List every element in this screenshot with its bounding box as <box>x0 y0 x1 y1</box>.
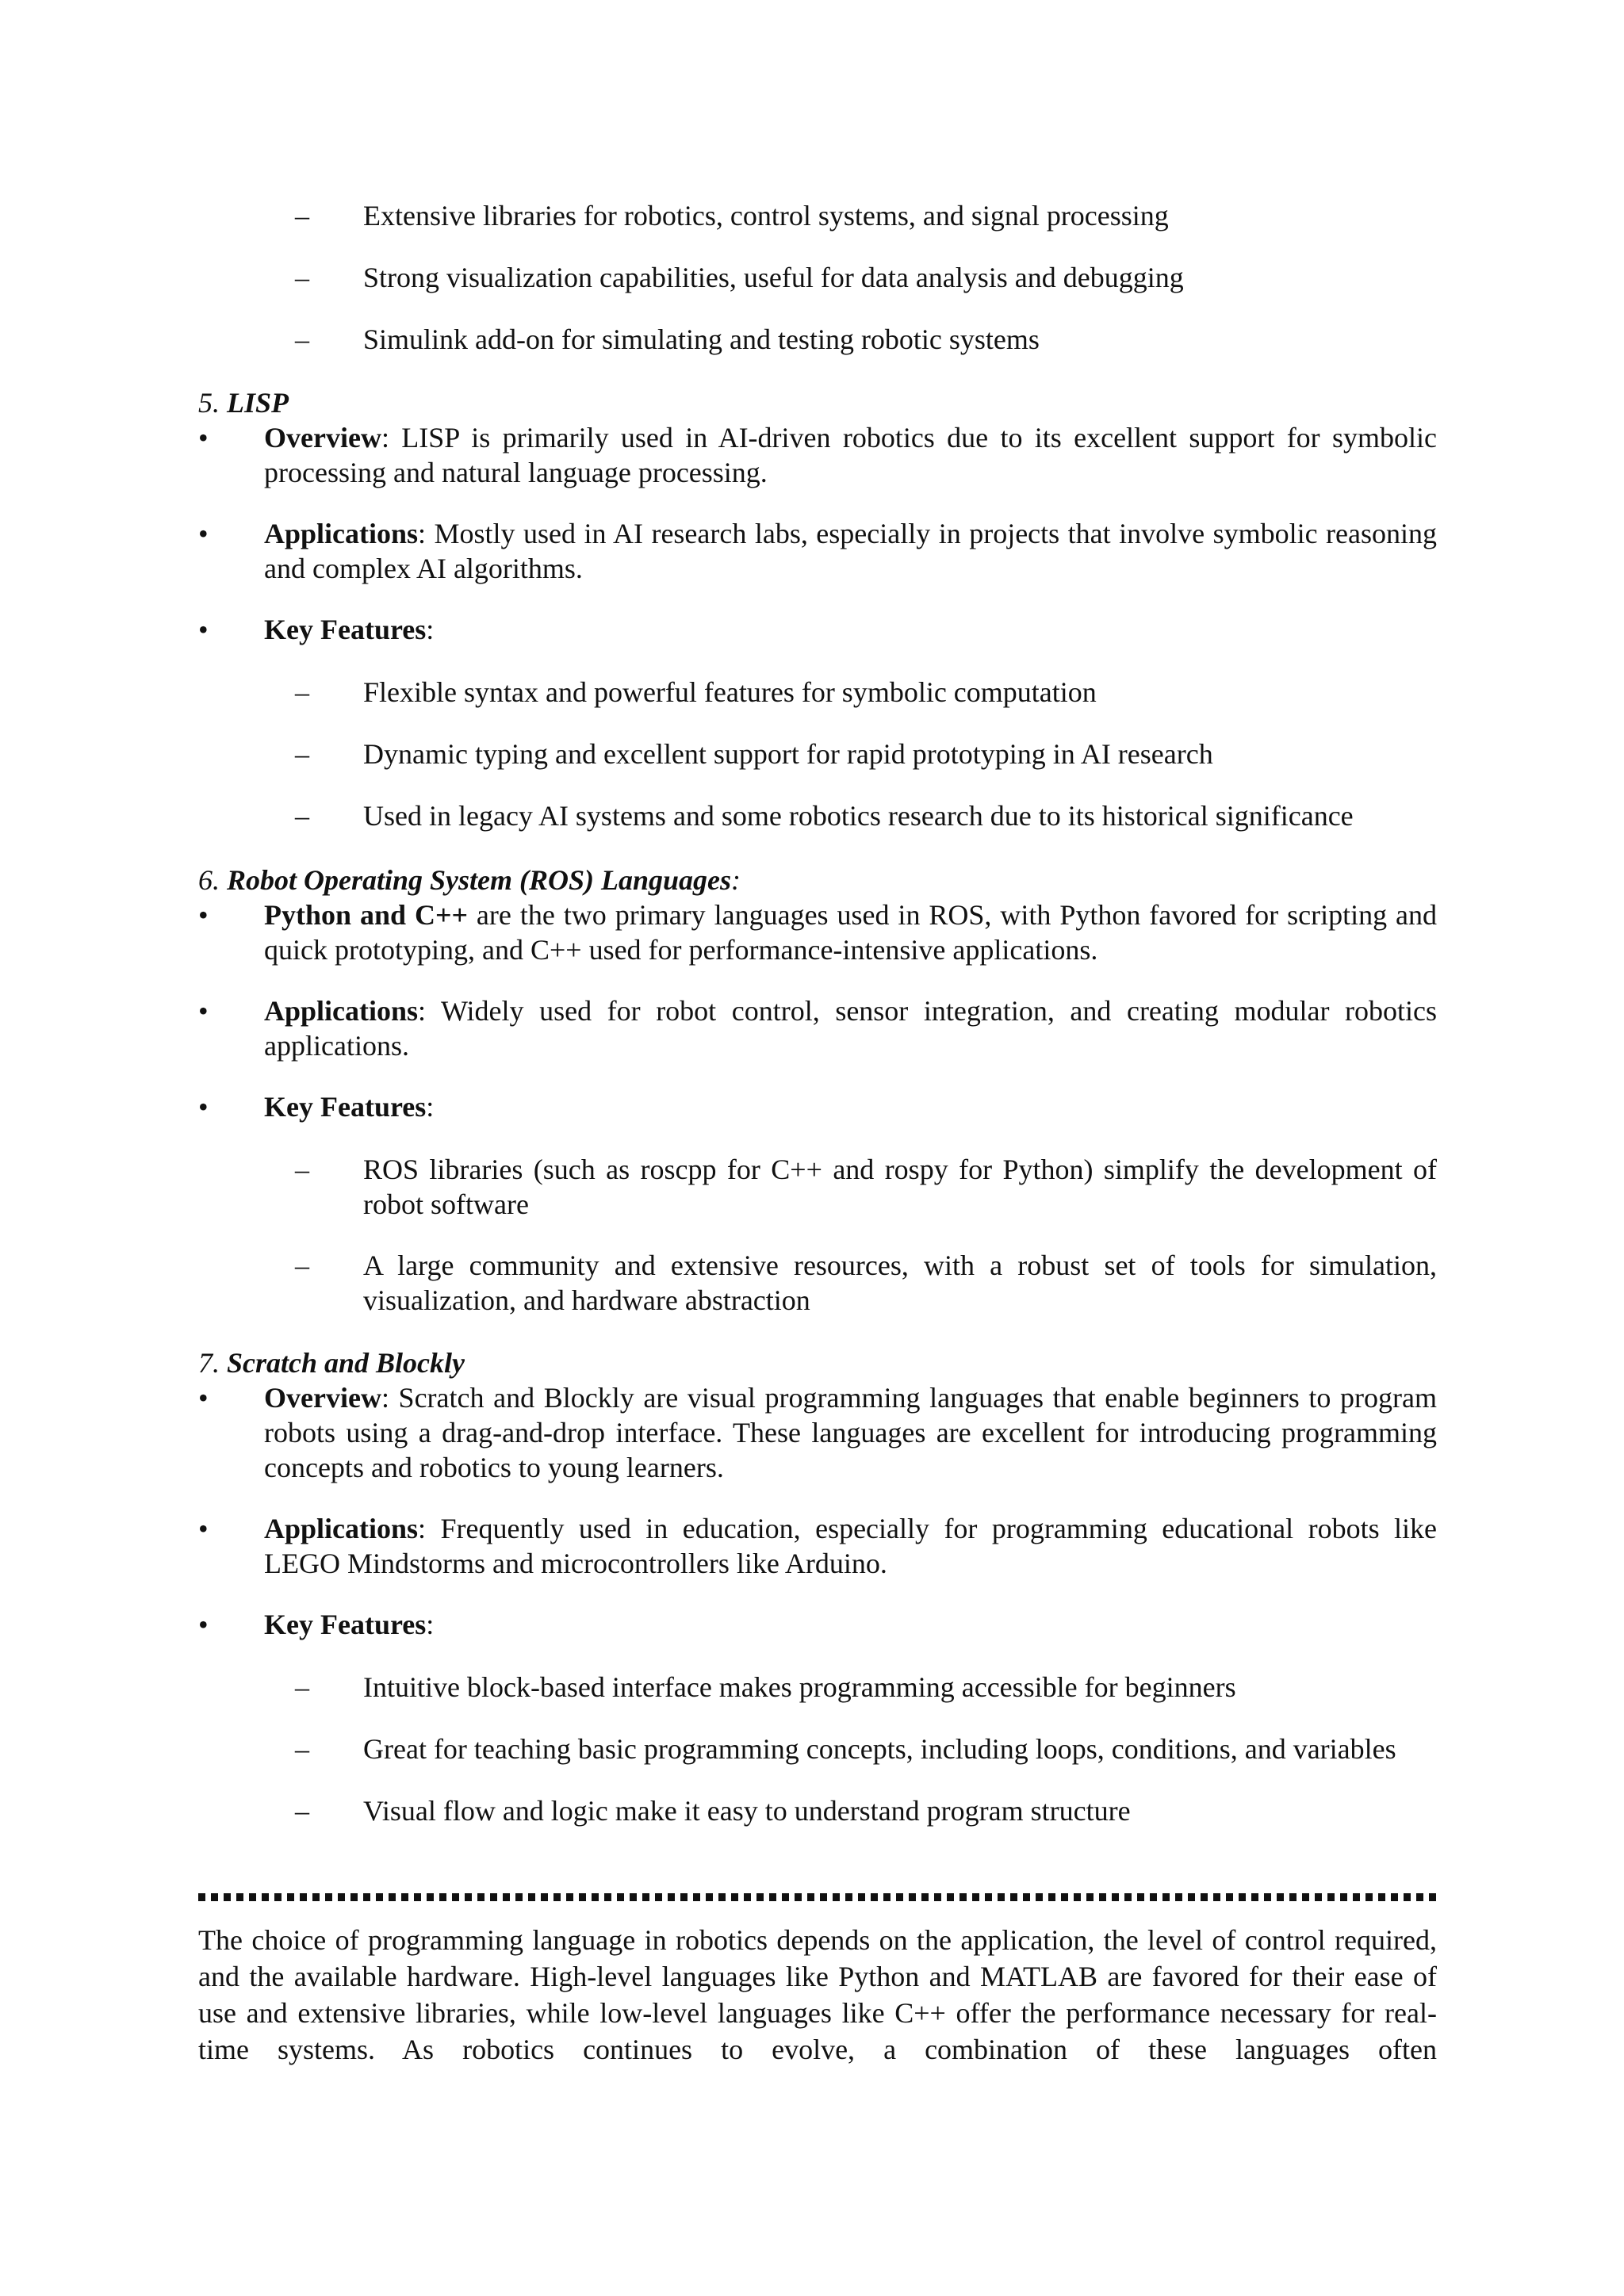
ros-applications: Applications: Widely used for robot control, sensor integration, and creating modular robotics applications. <box>264 995 1437 1062</box>
lisp-feature-2: Dynamic typing and excellent support for rapid prototyping in AI research <box>363 738 1213 770</box>
dash-marker: – <box>295 676 309 708</box>
dotted-separator <box>198 1893 1437 1901</box>
bullet-marker: • <box>198 1609 209 1640</box>
dash-marker: – <box>295 1154 309 1185</box>
lisp-key-features-label: Key Features: <box>264 614 435 645</box>
ros-key-features-label: Key Features: <box>264 1091 435 1123</box>
scratch-feature-1: Intuitive block-based interface makes programming accessible for beginners <box>363 1671 1236 1703</box>
section-title: Robot Operating System (ROS) Languages <box>227 864 732 896</box>
bullet-marker: • <box>198 1091 209 1123</box>
lisp-feature-3: Used in legacy AI systems and some robotics research due to its historical significance <box>363 800 1354 832</box>
matlab-feature-2: Strong visualization capabilities, useful for data analysis and debugging <box>363 262 1184 293</box>
scratch-key-features-label: Key Features: <box>264 1609 435 1640</box>
section-title: Scratch and Blockly <box>227 1347 465 1379</box>
scratch-feature-3: Visual flow and logic make it easy to understand program structure <box>363 1795 1131 1827</box>
dash-marker: – <box>295 1733 309 1765</box>
ros-feature-2: A large community and extensive resources, with a robust set of tools for simulation, visualization, and hardware abstraction <box>363 1249 1437 1316</box>
bullet-marker: • <box>198 518 209 549</box>
bullet-marker: • <box>198 1382 209 1414</box>
dash-marker: – <box>295 738 309 770</box>
dash-marker: – <box>295 1249 309 1281</box>
section-title: LISP <box>227 387 289 419</box>
scratch-applications: Applications: Frequently used in education, especially for programming educational robots like LEGO Mindstorms and microcontrollers like Arduino. <box>264 1513 1437 1579</box>
bullet-marker: • <box>198 995 209 1027</box>
matlab-feature-1: Extensive libraries for robotics, control systems, and signal processing <box>363 200 1169 232</box>
conclusion-paragraph: The choice of programming language in robotics depends on the application, the level of control required, and the available hardware. High-level languages like Python and MATLAB are favored for their ease of use and extensive libraries, while low-level languages like C++ offer the performance necessary for real-time systems. As robotics continues to evolve, a combination of these languages often <box>198 1924 1437 2065</box>
section-heading-ros: 6. Robot Operating System (ROS) Languages: <box>198 864 741 896</box>
bullet-marker: • <box>198 422 209 453</box>
section-heading-scratch: 7. Scratch and Blockly <box>198 1347 465 1379</box>
ros-python-cpp: Python and C++ are the two primary languages used in ROS, with Python favored for scripting and quick prototyping, and C++ used for performance-intensive applications. <box>264 899 1437 966</box>
scratch-overview: Overview: Scratch and Blockly are visual programming languages that enable beginners to program robots using a drag-and-drop interface. These languages are excellent for introducing programming concepts and robotics to young learners. <box>264 1382 1437 1483</box>
dash-marker: – <box>295 323 309 355</box>
lisp-overview: Overview: LISP is primarily used in AI-driven robotics due to its excellent support for symbolic processing and natural language processing. <box>264 422 1437 488</box>
bullet-marker: • <box>198 1513 209 1544</box>
section-heading-lisp: 5. LISP <box>198 387 289 419</box>
ros-feature-1: ROS libraries (such as roscpp for C++ and rospy for Python) simplify the development of robot software <box>363 1154 1437 1220</box>
lisp-applications: Applications: Mostly used in AI research labs, especially in projects that involve symbolic reasoning and complex AI algorithms. <box>264 518 1437 584</box>
dash-marker: – <box>295 1671 309 1703</box>
dash-marker: – <box>295 262 309 293</box>
dash-marker: – <box>295 200 309 232</box>
scratch-feature-2: Great for teaching basic programming concepts, including loops, conditions, and variables <box>363 1733 1396 1765</box>
lisp-feature-1: Flexible syntax and powerful features for symbolic computation <box>363 676 1097 708</box>
matlab-feature-3: Simulink add-on for simulating and testing robotic systems <box>363 323 1040 355</box>
dash-marker: – <box>295 800 309 832</box>
bullet-marker: • <box>198 899 209 931</box>
bullet-marker: • <box>198 614 209 645</box>
dash-marker: – <box>295 1795 309 1827</box>
